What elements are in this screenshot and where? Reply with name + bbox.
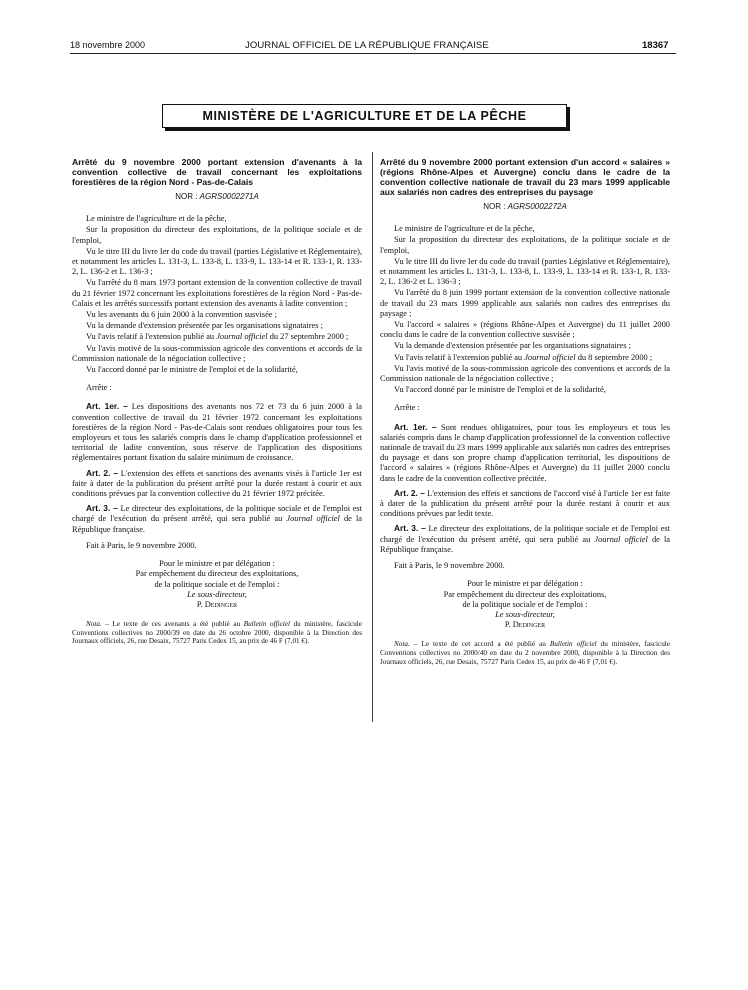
left-article-1-label: Art. 1er. – xyxy=(86,401,128,412)
left-article-3-end: de la République française. xyxy=(72,514,363,534)
right-article-1-label: Art. 1er. – xyxy=(394,421,437,432)
left-article-3-label: Art. 3. – xyxy=(86,503,118,514)
right-visa-jo xyxy=(380,353,670,363)
right-signature-title: Le sous-directeur, xyxy=(495,609,555,619)
right-visa: Vu le titre III du livre Ier du code du travail (parties Législative et Réglementaire), et notamment les articles L. 131-3, L. 133-8, L. 133-9, L. 133-14 et R. 133-1, R. 133-2, L. 136-2 et L. 136-3 ; xyxy=(380,256,670,287)
right-visa-jo-text: Vu l'avis relatif à l'extension publié au xyxy=(394,352,523,362)
left-note-label: Nota. – xyxy=(86,620,109,629)
right-signature-line: de la politique sociale et de l'emploi : xyxy=(462,599,588,609)
right-visa: Vu l'accord « salaires » (régions Rhône-Alpes et Auvergne) du 11 juillet 2000 conclu dans le cadre de la convention collective susvisée ; xyxy=(380,320,670,340)
right-visa: Vu la demande d'extension présentée par les organisations signataires ; xyxy=(394,341,631,351)
left-nor xyxy=(72,192,362,202)
left-visa: Vu l'arrêté du 8 mars 1973 portant extension de la convention collective de travail du 21 février 1972 concernant les exploitations forestières de la région Nord - Pas-de-Calais et les arrêtés successifs portant extension des avenants à ladite convention ; xyxy=(72,278,362,308)
column-divider xyxy=(372,152,373,722)
right-note-end: du ministère, fascicule Conventions collectives no 2000/40 en date du 2 novembre 2000, disponible à la Direction des Journaux officiels, 26, rue Desaix, 75727 Paris Cedex 15, au prix de 46 F (7,01 €). xyxy=(380,640,670,666)
right-signature-line: Pour le ministre et par délégation : xyxy=(467,579,583,589)
header-date: 18 novembre 2000 xyxy=(70,40,146,50)
right-article-3-label: Art. 3. – xyxy=(394,523,426,534)
right-note-italic: Bulletin officiel xyxy=(549,640,597,649)
left-article-3-italic: Journal officiel xyxy=(286,514,340,524)
left-visa-jo-italic: Journal officiel xyxy=(216,332,268,342)
left-signature-line: Pour le ministre et par délégation : xyxy=(159,559,275,569)
right-decree-title: Arrêté du 9 novembre 2000 portant extension d'un accord « salaires » (régions Rhône-Alpes et Auvergne) conclu dans le cadre de la convention collective nationale de travail du 23 mars 1999 applicable aux salariés non cadres des entreprises du paysage xyxy=(380,157,670,197)
left-visa-jo xyxy=(72,332,362,342)
left-visa: Sur la proposition du directeur des exploitations, de la politique sociale et de l'emploi, xyxy=(72,225,362,245)
right-article-2-label: Art. 2. – xyxy=(394,487,425,498)
left-note xyxy=(72,620,362,646)
ministry-heading: MINISTÈRE DE L'AGRICULTURE ET DE LA PÊCHE xyxy=(162,104,567,128)
left-visa: Vu la demande d'extension présentée par les organisations signataires ; xyxy=(86,321,323,331)
left-fait: Fait à Paris, le 9 novembre 2000. xyxy=(86,540,197,550)
left-signature-line: de la politique sociale et de l'emploi : xyxy=(154,579,280,589)
right-signature-line: Par empêchement du directeur des exploitations, xyxy=(443,589,607,599)
left-nor-label: NOR : xyxy=(175,192,198,201)
left-visa: Vu le titre III du livre Ier du code du travail (parties Législative et Réglementaire), et notamment les articles L. 131-3, L. 133-8, L. 133-9, L. 133-14 et R. 133-1, R. 133-2, L. 136-2 et L. 136-3 ; xyxy=(72,246,362,277)
right-note-label: Nota. – xyxy=(394,640,418,649)
left-note-end: du ministère, fascicule Conventions collectives no 2000/39 en date du 26 octobre 2000, disponible à la Direction des Journaux officiels, 26, rue Desaix, 75727 Paris Cedex 15, au prix de 46 F (7,01 €). xyxy=(72,620,362,646)
right-signatory: P. Dedinger xyxy=(504,620,546,630)
left-nor-ref: AGRS0002271A xyxy=(199,192,259,201)
right-visa: Vu l'avis motivé de la sous-commission agricole des conventions et accords de la Commission nationale de la négociation collective ; xyxy=(380,363,670,384)
right-visa-jo-italic: Journal officiel xyxy=(524,352,576,362)
left-article-1-text: Les dispositions des avenants nos 72 et 73 du 6 juin 2000 à la convention collective de travail du 21 février 1972 concernant les exploitations forestières de la région Nord - Pas-de-Calais sont rendues obligatoires pour tous les employeurs et tous les salariés compris dans le champ d'application professionnel et territorial de ladite convention, sous réserve de l'application des dispositions réglementaires portant fixation du salaire minimum de croissance. xyxy=(72,402,362,463)
left-note-text: Le texte de ces avenants a été publié au xyxy=(112,620,241,629)
right-article-3 xyxy=(380,523,670,555)
right-visa: Vu l'arrêté du 8 juin 1999 portant extension de la convention collective nationale de travail du 23 mars 1999 applicable aux salariés non cadres des entreprises du paysage ; xyxy=(380,288,670,318)
right-article-1-text: Sont rendues obligatoires, pour tous les employeurs et tous les salariés compris dans le champ d'application professionnel de la convention collective nationale de travail du 23 mars 1999 applicable aux salariés non cadres des entreprises du paysage et dans son propre champ d'application territorial, les dispositions de l'accord « salaires » (régions Rhône-Alpes et Auvergne) du 11 juillet 2000 conclu dans le cadre de la convention collective précitée. xyxy=(380,422,671,483)
left-article-2-label: Art. 2. – xyxy=(86,467,118,478)
left-article-2-text: L'extension des effets et sanctions des avenants visés à l'article 1er est faite à dater de la publication du présent arrêté pour la durée restant à courir et aux conditions prévues par la convention collective du 21 février 1972 précitée. xyxy=(72,468,362,499)
left-visa: Vu l'accord donné par le ministre de l'emploi et de la solidarité, xyxy=(86,365,298,375)
journal-title: JOURNAL OFFICIEL DE LA RÉPUBLIQUE FRANÇAISE xyxy=(245,40,489,51)
left-decree-title: Arrêté du 9 novembre 2000 portant extension d'avenants à la convention collective de travail concernant les exploitations forestières de la région Nord - Pas-de-Calais xyxy=(72,157,362,187)
right-nor-ref: AGRS0002272A xyxy=(507,202,567,211)
left-visa: Vu l'avis motivé de la sous-commission agricole des conventions et accords de la Commission nationale de la négociation collective ; xyxy=(72,343,362,363)
right-note xyxy=(380,640,670,666)
left-intro: Le ministre de l'agriculture et de la pêche, xyxy=(86,214,227,224)
right-intro: Le ministre de l'agriculture et de la pêche, xyxy=(394,224,535,234)
left-article-3 xyxy=(72,503,362,535)
right-fait: Fait à Paris, le 9 novembre 2000. xyxy=(394,561,505,571)
right-nor xyxy=(380,202,670,212)
right-column xyxy=(380,157,670,673)
left-visa-jo-date: du 27 septembre 2000 ; xyxy=(269,332,349,342)
right-article-2-text: L'extension des effets et sanctions de l'accord visé à l'article 1er est faite à dater de la publication du présent arrêté pour la durée restant à courir et aux conditions prévues par ledit texte. xyxy=(380,488,670,519)
left-signatory: P. Dedinger xyxy=(196,599,238,609)
left-signature-title: Le sous-directeur, xyxy=(187,589,247,599)
right-article-1 xyxy=(380,422,670,484)
right-article-2 xyxy=(380,488,670,520)
left-visa-jo-text: Vu l'avis relatif à l'extension publié au xyxy=(86,332,215,342)
left-article-1 xyxy=(72,401,362,463)
right-note-text: Le texte de cet accord a été publié au xyxy=(421,640,546,649)
left-note-italic: Bulletin officiel xyxy=(243,620,290,629)
right-visa: Vu l'accord donné par le ministre de l'emploi et de la solidarité, xyxy=(394,385,606,395)
page-number: 18367 xyxy=(642,40,669,51)
right-article-3-italic: Journal officiel xyxy=(594,534,648,544)
right-article-3-end: de la République française. xyxy=(380,534,671,554)
header-rule xyxy=(70,53,676,54)
left-visa: Vu les avenants du 6 juin 2000 à la convention susvisée ; xyxy=(86,310,277,320)
right-nor-label: NOR : xyxy=(483,202,506,211)
left-signature-line: Par empêchement du directeur des exploitations, xyxy=(135,569,299,579)
right-visa-jo-date: du 8 septembre 2000 ; xyxy=(577,352,653,362)
left-article-3-text: Le directeur des exploitations, de la politique sociale et de l'emploi est chargé de l'exécution du présent arrêté, qui sera publié au xyxy=(72,504,362,524)
right-article-3-text: Le directeur des exploitations, de la politique sociale et de l'emploi est chargé de l'exécution du présent arrêté, qui sera publié au xyxy=(380,524,670,544)
left-column xyxy=(72,157,362,653)
left-article-2 xyxy=(72,468,362,500)
right-arrete: Arrête : xyxy=(394,403,420,413)
left-arrete: Arrête : xyxy=(86,383,112,393)
right-visa: Sur la proposition du directeur des exploitations, de la politique sociale et de l'emploi, xyxy=(380,235,670,255)
